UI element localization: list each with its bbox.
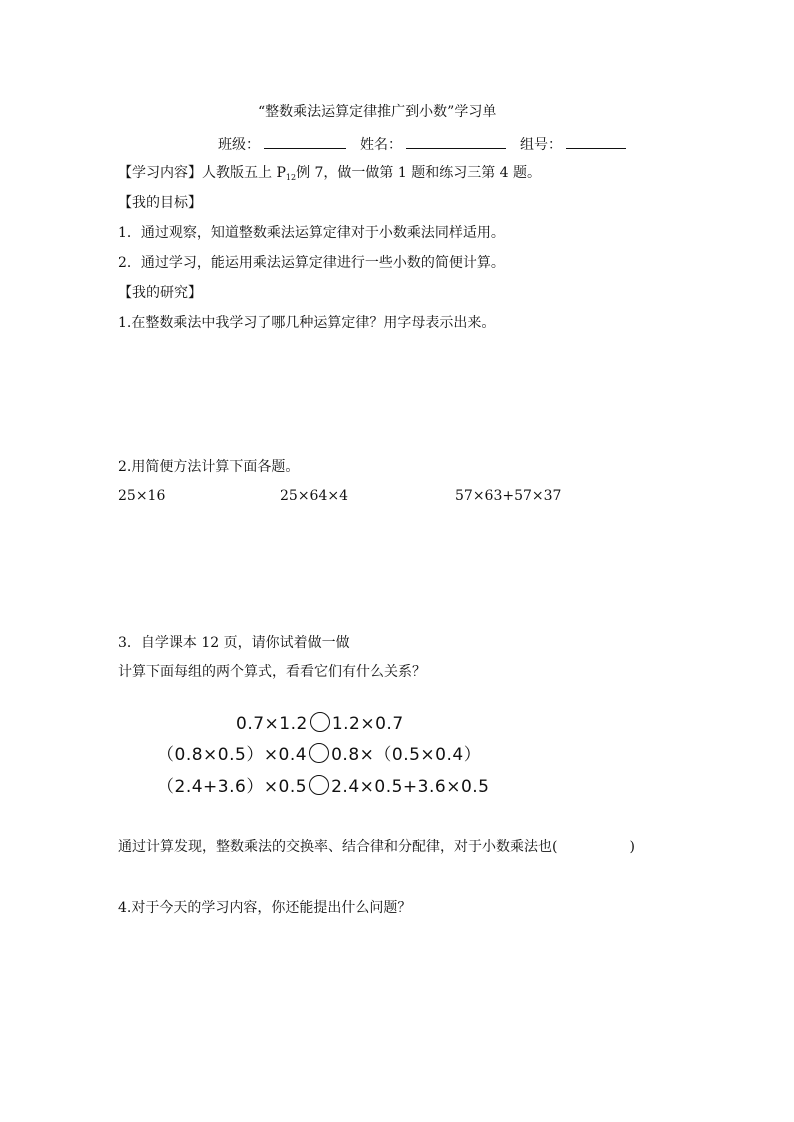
compare-row-3 <box>157 775 489 798</box>
question-1: 1.在整数乘法中我学习了哪几种运算定律？用字母表示出来。 <box>118 315 496 331</box>
compare-circle[interactable] <box>309 775 329 795</box>
name-label: 姓名： <box>360 137 402 153</box>
conclusion-close-paren: ) <box>629 839 635 855</box>
page-subscript: 12 <box>285 173 297 182</box>
compare-circle[interactable] <box>310 712 330 732</box>
q2-expression-1: 25×16 <box>118 488 166 504</box>
learning-content-text: 人教版五上 P <box>202 165 286 181</box>
page-title: “整数乘法运算定律推广到小数”学习单 <box>258 104 497 120</box>
compare-circle[interactable] <box>309 743 329 763</box>
compare-row-1 <box>236 712 404 735</box>
conclusion-text: 通过计算发现，整数乘法的交换率、结合律和分配律，对于小数乘法也( <box>118 839 558 855</box>
research-heading: 【我的研究】 <box>118 285 202 301</box>
name-blank[interactable] <box>406 134 506 149</box>
group-label: 组号： <box>520 137 562 153</box>
compare-right: 0.8×（0.5×0.4） <box>331 745 482 765</box>
group-blank[interactable] <box>566 134 626 149</box>
goal-item-1: 1．通过观察，知道整数乘法运算定律对于小数乘法同样适用。 <box>118 225 505 241</box>
goal-item-2: 2．通过学习，能运用乘法运算定律进行一些小数的简便计算。 <box>118 255 505 271</box>
compare-left: （0.8×0.5）×0.4 <box>157 745 308 765</box>
learning-content-label: 【学习内容】 <box>118 165 202 181</box>
learning-content <box>118 164 541 184</box>
compare-left: 0.7×1.2 <box>236 714 308 734</box>
class-label: 班级： <box>218 137 260 153</box>
question-2: 2.用简便方法计算下面各题。 <box>118 459 300 475</box>
compare-row-2 <box>157 743 481 766</box>
question-3-description: 计算下面每组的两个算式，看看它们有什么关系？ <box>118 664 426 680</box>
q2-expression-3: 57×63+57×37 <box>455 488 562 504</box>
goals-heading: 【我的目标】 <box>118 195 202 211</box>
conclusion-sentence <box>118 838 635 856</box>
student-info-row <box>218 134 626 154</box>
learning-content-text-rest: 例 7，做一做第 1 题和练习三第 4 题。 <box>296 165 542 181</box>
compare-right: 1.2×0.7 <box>331 714 404 734</box>
compare-left: （2.4+3.6）×0.5 <box>157 777 308 797</box>
question-4: 4.对于今天的学习内容，你还能提出什么问题？ <box>118 900 412 916</box>
class-blank[interactable] <box>264 134 346 149</box>
question-3-title: 3．自学课本 12 页，请你试着做一做 <box>118 635 350 651</box>
compare-right: 2.4×0.5+3.6×0.5 <box>331 777 490 797</box>
q2-expression-2: 25×64×4 <box>280 488 348 504</box>
